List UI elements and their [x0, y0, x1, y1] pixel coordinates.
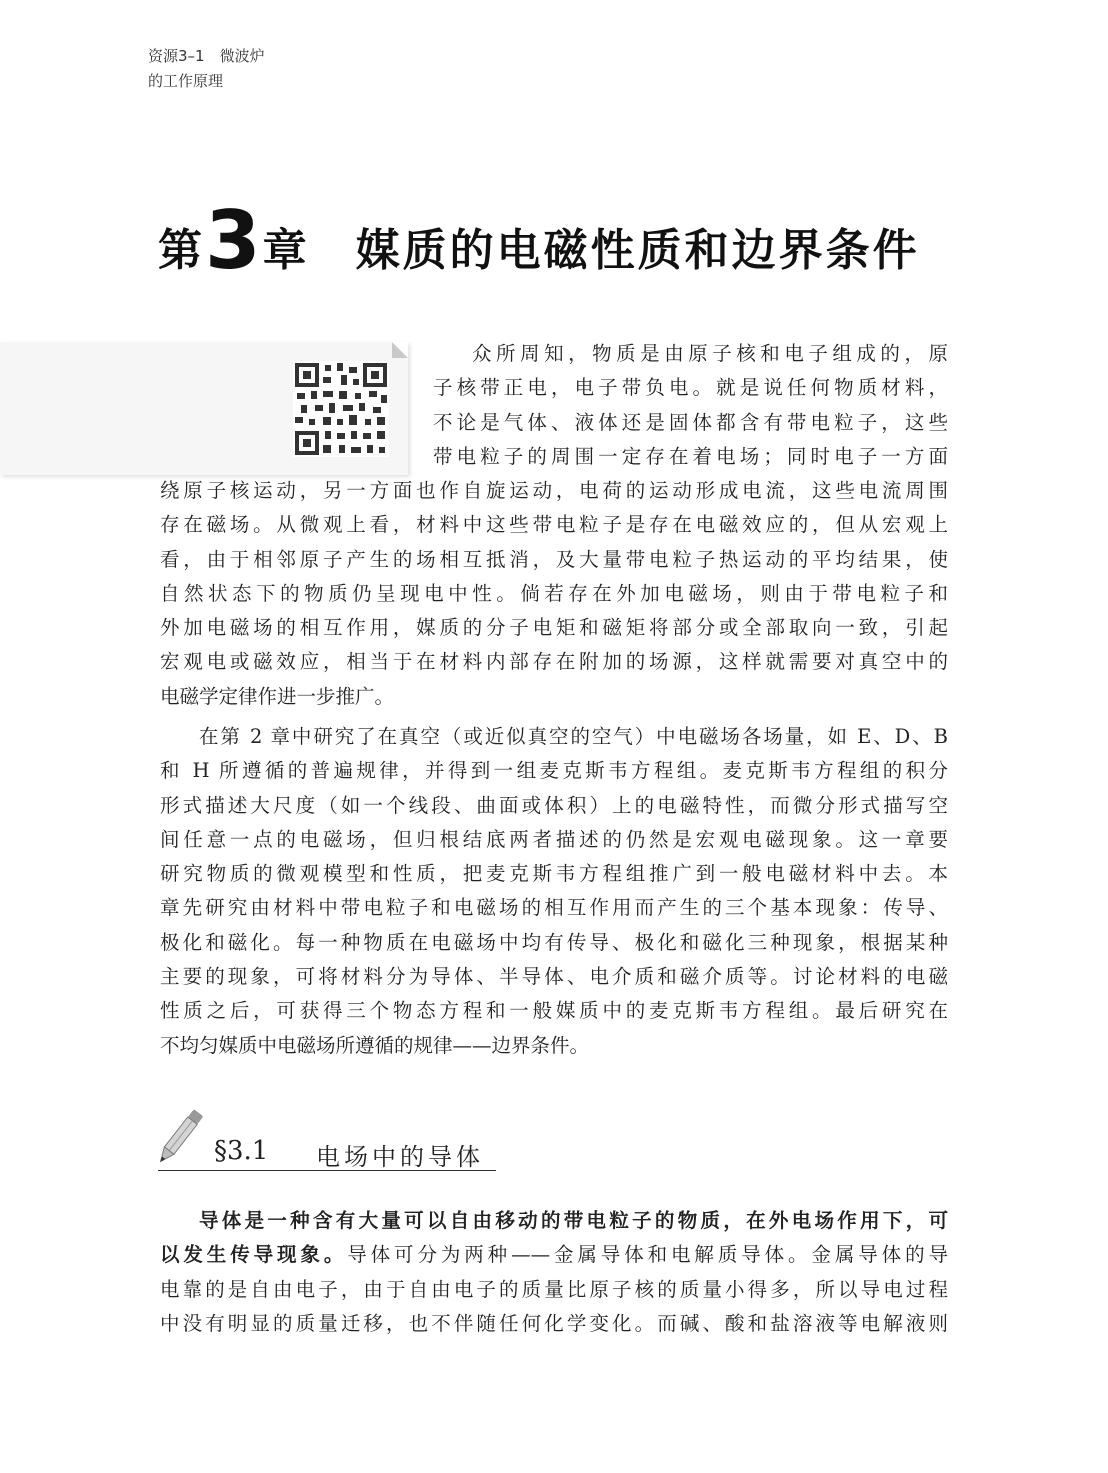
section-heading: [158, 1138, 496, 1171]
intro-paragraph-bottom: [160, 474, 948, 714]
text-line: 存在磁场。从微观上看，材料中这些带电粒子是存在电磁效应的，但从宏观上: [160, 513, 948, 537]
chapter-name: 媒质的电磁性质和边界条件: [355, 225, 920, 276]
text-line: 在第 2 章中研究了在真空（或近似真空的空气）中电磁场各场量，如 E、D、B: [199, 725, 948, 748]
text-line: 电磁学定律作进一步推广。: [160, 684, 395, 708]
text-line: 章先研究由材料中带电粒子和电磁场的相互作用而产生的三个基本现象：传导、: [160, 896, 948, 920]
chapter-number: 3: [205, 194, 261, 287]
section-paragraph: [160, 1204, 948, 1341]
text-line: 性质之后，可获得三个物态方程和一般媒质中的麦克斯韦方程组。最后研究在: [160, 999, 948, 1023]
text-line: 带电粒子的周围一定存在着电场；同时电子一方面: [433, 444, 948, 468]
resource-label: 资源3–1 微波炉的工作原理: [148, 47, 265, 90]
section-title: 电场中的导体: [316, 1143, 484, 1171]
text-line: 形式描述大尺度（如一个线段、曲面或体积）上的电磁特性，而微分形式描写空: [160, 793, 948, 817]
text-line-bold: 导体是一种含有大量可以自由移动的带电粒子的物质，在外电场作用下，可: [199, 1209, 948, 1232]
text-line: 和 H 所遵循的普遍规律，并得到一组麦克斯韦方程组。麦克斯韦方程组的积分: [160, 759, 948, 783]
text-line: 中没有明显的质量迁移，也不伴随任何化学变化。而碱、酸和盐溶液等电解液则: [160, 1311, 948, 1335]
text-line: 研究物质的微观模型和性质，把麦克斯韦方程组推广到一般电磁材料中去。本: [160, 862, 948, 886]
text-phrase: 导体可分为两种——金属导体和电解质导体。金属导体的导: [347, 1243, 948, 1267]
chapter-title: [158, 194, 920, 287]
text-line: 极化和磁化。每一种物质在电磁场中均有传导、极化和磁化三种现象，根据某种: [160, 930, 948, 954]
intro-paragraph-top: [433, 337, 948, 474]
page-fold-corner: [392, 342, 408, 358]
bold-phrase: 以发生传导现象。: [160, 1243, 348, 1267]
text-line: 绕原子核运动，另一方面也作自旋运动，电荷的运动形成电流，这些电流周围: [160, 479, 948, 502]
text-line: 间任意一点的电磁场，但归根结底两者描述的仍然是宏观电磁现象。这一章要: [160, 827, 948, 851]
section-number: §3.1: [214, 1136, 269, 1166]
text-line: 众所周知，物质是由原子核和电子组成的，原: [472, 342, 948, 365]
text-line: 宏观电或磁效应，相当于在材料内部存在附加的场源，这样就需要对真空中的: [160, 650, 948, 674]
text-line: 看，由于相邻原子产生的场相互抵消，及大量带电粒子热运动的平均结果，使: [160, 547, 948, 571]
chapter-suffix: 章: [262, 225, 308, 276]
text-line: 不均匀媒质中电磁场所遵循的规律——边界条件。: [160, 1033, 590, 1057]
chapter-overview-paragraph: [160, 720, 948, 1063]
qr-code-icon[interactable]: [293, 361, 389, 457]
text-line: 不论是气体、液体还是固体都含有带电粒子，这些: [433, 410, 948, 434]
text-line: 外加电磁场的相互作用，媒质的分子电矩和磁矩将部分或全部取向一致，引起: [160, 616, 948, 640]
text-line: 电靠的是自由电子，由于自由电子的质量比原子核的质量小得多，所以导电过程: [160, 1277, 948, 1301]
text-line: [160, 1238, 948, 1272]
text-line: 主要的现象，可将材料分为导体、半导体、电介质和磁介质等。讨论材料的电磁: [160, 965, 948, 989]
text-line: 子核带正电，电子带负电。就是说任何物质材料，: [433, 376, 948, 400]
text-line: 自然状态下的物质仍呈现电中性。倘若存在外加电磁场，则由于带电粒子和: [160, 581, 948, 605]
chapter-prefix: 第: [158, 225, 203, 276]
